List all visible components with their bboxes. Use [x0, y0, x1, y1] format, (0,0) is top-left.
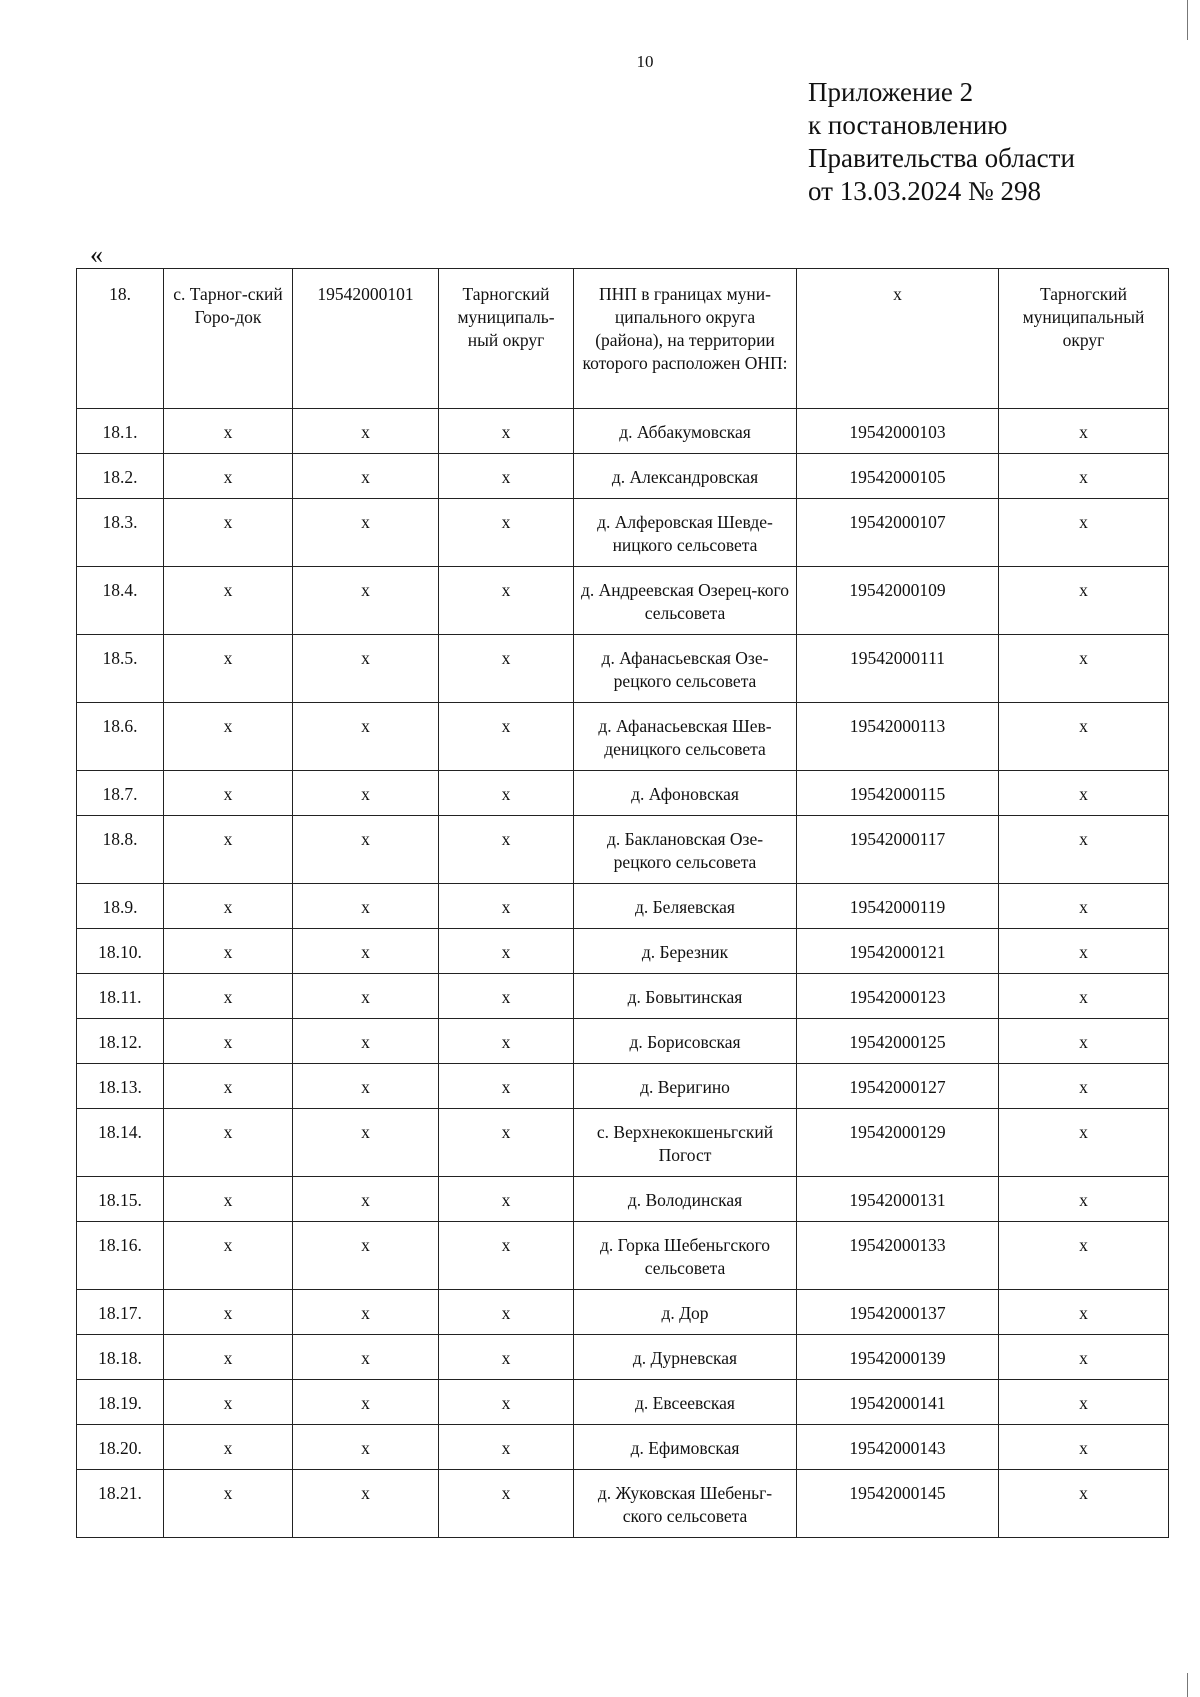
- cell-x: x: [439, 703, 574, 771]
- cell-number: 18.: [77, 269, 164, 409]
- table-row: [77, 1425, 1169, 1470]
- cell-x: x: [164, 1425, 293, 1470]
- cell-x: x: [999, 409, 1169, 454]
- cell-code: 19542000127: [797, 1064, 999, 1109]
- table-row: [77, 1222, 1169, 1290]
- cell-x: x: [164, 454, 293, 499]
- cell-x: x: [999, 1177, 1169, 1222]
- cell-settlement-name: д. Дор: [574, 1290, 797, 1335]
- table-row: [77, 884, 1169, 929]
- cell-x: x: [999, 1290, 1169, 1335]
- cell-settlement-name: д. Александровская: [574, 454, 797, 499]
- cell-settlement-name: д. Аббакумовская: [574, 409, 797, 454]
- cell-number: 18.18.: [77, 1335, 164, 1380]
- cell-x: x: [293, 1109, 439, 1177]
- cell-x: x: [164, 929, 293, 974]
- cell-x: x: [999, 567, 1169, 635]
- cell-number: 18.9.: [77, 884, 164, 929]
- cell-x: x: [439, 635, 574, 703]
- cell-x: x: [999, 1380, 1169, 1425]
- cell-x: x: [293, 567, 439, 635]
- cell-number: 18.16.: [77, 1222, 164, 1290]
- table-row: [77, 635, 1169, 703]
- cell-x: x: [999, 703, 1169, 771]
- cell-x: x: [164, 1177, 293, 1222]
- cell-x: x: [439, 1425, 574, 1470]
- cell-number: 18.5.: [77, 635, 164, 703]
- cell-code: 19542000109: [797, 567, 999, 635]
- cell-x: x: [293, 409, 439, 454]
- table-row: [77, 771, 1169, 816]
- table-row-18: [77, 269, 1169, 409]
- cell-settlement-name: с. Верхнекокшеньгский Погост: [574, 1109, 797, 1177]
- cell-code: 19542000133: [797, 1222, 999, 1290]
- cell-x: x: [439, 1064, 574, 1109]
- cell-x: x: [293, 454, 439, 499]
- cell-settlement: с. Тарног-ский Горо-док: [164, 269, 293, 409]
- cell-number: 18.13.: [77, 1064, 164, 1109]
- cell-code: 19542000131: [797, 1177, 999, 1222]
- cell-x: x: [164, 1290, 293, 1335]
- cell-x: x: [439, 771, 574, 816]
- cell-x: x: [293, 771, 439, 816]
- cell-number: 18.7.: [77, 771, 164, 816]
- cell-settlement-name: д. Афоновская: [574, 771, 797, 816]
- cell-x: x: [293, 1290, 439, 1335]
- cell-x: x: [999, 816, 1169, 884]
- cell-x: x: [999, 1470, 1169, 1538]
- cell-settlement-name: д. Алферовская Шевде-ницкого сельсовета: [574, 499, 797, 567]
- cell-x: x: [999, 771, 1169, 816]
- cell-code: 19542000141: [797, 1380, 999, 1425]
- table-row: [77, 703, 1169, 771]
- cell-code: 19542000143: [797, 1425, 999, 1470]
- table-row: [77, 1335, 1169, 1380]
- table-row: [77, 1109, 1169, 1177]
- table-row: [77, 1019, 1169, 1064]
- cell-settlement-name: д. Володинская: [574, 1177, 797, 1222]
- cell-number: 18.10.: [77, 929, 164, 974]
- cell-code: 19542000119: [797, 884, 999, 929]
- cell-x: x: [293, 1380, 439, 1425]
- appendix-line-3: Правительства области: [808, 143, 1075, 173]
- cell-x: x: [164, 771, 293, 816]
- cell-x: x: [293, 635, 439, 703]
- cell-code: 19542000125: [797, 1019, 999, 1064]
- cell-code: 19542000115: [797, 771, 999, 816]
- table-row: [77, 929, 1169, 974]
- cell-code: 19542000139: [797, 1335, 999, 1380]
- cell-number: 18.2.: [77, 454, 164, 499]
- cell-x: x: [164, 1019, 293, 1064]
- cell-x: x: [164, 703, 293, 771]
- cell-code: 19542000117: [797, 816, 999, 884]
- cell-number: 18.19.: [77, 1380, 164, 1425]
- cell-x: x: [164, 974, 293, 1019]
- cell-code: 19542000101: [293, 269, 439, 409]
- cell-code: 19542000111: [797, 635, 999, 703]
- cell-x: x: [439, 1019, 574, 1064]
- cell-x: x: [439, 816, 574, 884]
- appendix-line-1: Приложение 2: [808, 77, 974, 107]
- cell-settlement-name: д. Веригино: [574, 1064, 797, 1109]
- cell-x: x: [439, 884, 574, 929]
- scan-edge-mark-bottom: [1187, 1673, 1188, 1697]
- cell-settlement-name: д. Дурневская: [574, 1335, 797, 1380]
- cell-number: 18.12.: [77, 1019, 164, 1064]
- cell-number: 18.20.: [77, 1425, 164, 1470]
- cell-x: x: [999, 454, 1169, 499]
- cell-x: x: [164, 884, 293, 929]
- cell-x: x: [293, 884, 439, 929]
- table-row: [77, 1064, 1169, 1109]
- cell-code: 19542000105: [797, 454, 999, 499]
- cell-settlement-name: д. Борисовская: [574, 1019, 797, 1064]
- cell-settlement-name: д. Горка Шебеньгского сельсовета: [574, 1222, 797, 1290]
- cell-x: x: [999, 1064, 1169, 1109]
- cell-x: x: [439, 1290, 574, 1335]
- cell-x: x: [164, 1380, 293, 1425]
- cell-settlement-name: д. Афанасьевская Озе-рецкого сельсовета: [574, 635, 797, 703]
- cell-x: x: [999, 929, 1169, 974]
- cell-x: x: [164, 635, 293, 703]
- cell-x: x: [164, 1470, 293, 1538]
- table-row: [77, 1380, 1169, 1425]
- cell-code: 19542000103: [797, 409, 999, 454]
- cell-x: x: [293, 1425, 439, 1470]
- cell-x: x: [439, 567, 574, 635]
- cell-x: x: [439, 1222, 574, 1290]
- cell-x: x: [797, 269, 999, 409]
- appendix-heading: [808, 76, 1075, 208]
- cell-settlement-name: д. Беляевская: [574, 884, 797, 929]
- cell-code: 19542000107: [797, 499, 999, 567]
- cell-code: 19542000137: [797, 1290, 999, 1335]
- table-row: [77, 1177, 1169, 1222]
- cell-description: ПНП в границах муни-ципального округа (района), на территории которого расположен ОНП:: [574, 269, 797, 409]
- cell-number: 18.4.: [77, 567, 164, 635]
- appendix-line-2: к постановлению: [808, 110, 1008, 140]
- cell-settlement-name: д. Бовытинская: [574, 974, 797, 1019]
- cell-x: x: [293, 1019, 439, 1064]
- table-row: [77, 816, 1169, 884]
- cell-number: 18.8.: [77, 816, 164, 884]
- cell-number: 18.15.: [77, 1177, 164, 1222]
- cell-number: 18.1.: [77, 409, 164, 454]
- cell-x: x: [439, 974, 574, 1019]
- cell-x: x: [293, 703, 439, 771]
- cell-settlement-name: д. Андреевская Озерец-кого сельсовета: [574, 567, 797, 635]
- cell-x: x: [293, 1222, 439, 1290]
- appendix-line-4: от 13.03.2024 № 298: [808, 176, 1041, 206]
- cell-x: x: [439, 1177, 574, 1222]
- table-row: [77, 567, 1169, 635]
- cell-code: 19542000129: [797, 1109, 999, 1177]
- table-row: [77, 499, 1169, 567]
- cell-x: x: [164, 1064, 293, 1109]
- cell-x: x: [999, 635, 1169, 703]
- table-row: [77, 974, 1169, 1019]
- cell-x: x: [164, 1335, 293, 1380]
- cell-x: x: [293, 816, 439, 884]
- table-row: [77, 1470, 1169, 1538]
- cell-x: x: [293, 1335, 439, 1380]
- cell-code: 19542000145: [797, 1470, 999, 1538]
- cell-x: x: [293, 929, 439, 974]
- cell-settlement-name: д. Березник: [574, 929, 797, 974]
- cell-number: 18.17.: [77, 1290, 164, 1335]
- cell-settlement-name: д. Жуковская Шебеньг-ского сельсовета: [574, 1470, 797, 1538]
- cell-code: 19542000113: [797, 703, 999, 771]
- cell-x: x: [999, 1019, 1169, 1064]
- cell-district: Тарногский муниципаль-ный округ: [439, 269, 574, 409]
- cell-settlement-name: д. Афанасьевская Шев-деницкого сельсовета: [574, 703, 797, 771]
- cell-x: x: [164, 567, 293, 635]
- cell-number: 18.11.: [77, 974, 164, 1019]
- cell-number: 18.6.: [77, 703, 164, 771]
- cell-x: x: [999, 884, 1169, 929]
- table-row: [77, 409, 1169, 454]
- cell-x: x: [293, 1064, 439, 1109]
- cell-x: x: [439, 1470, 574, 1538]
- cell-x: x: [164, 499, 293, 567]
- cell-district-full: Тарногский муниципальный округ: [999, 269, 1169, 409]
- cell-x: x: [439, 929, 574, 974]
- scan-edge-mark-top: [1187, 0, 1188, 40]
- cell-number: 18.21.: [77, 1470, 164, 1538]
- cell-x: x: [439, 409, 574, 454]
- cell-code: 19542000123: [797, 974, 999, 1019]
- table-row: [77, 454, 1169, 499]
- cell-x: x: [439, 1380, 574, 1425]
- cell-settlement-name: д. Ефимовская: [574, 1425, 797, 1470]
- cell-x: x: [999, 1335, 1169, 1380]
- cell-x: x: [293, 499, 439, 567]
- cell-x: x: [164, 1222, 293, 1290]
- cell-x: x: [439, 1335, 574, 1380]
- cell-settlement-name: д. Баклановская Озе-рецкого сельсовета: [574, 816, 797, 884]
- cell-x: x: [293, 1177, 439, 1222]
- cell-x: x: [293, 1470, 439, 1538]
- cell-x: x: [999, 499, 1169, 567]
- cell-number: 18.3.: [77, 499, 164, 567]
- table-row: [77, 1290, 1169, 1335]
- cell-x: x: [164, 1109, 293, 1177]
- cell-x: x: [999, 1222, 1169, 1290]
- settlements-table: [76, 268, 1169, 1538]
- page-number: 10: [636, 52, 654, 71]
- cell-number: 18.14.: [77, 1109, 164, 1177]
- cell-x: x: [293, 974, 439, 1019]
- cell-x: x: [164, 409, 293, 454]
- opening-quote-mark: «: [90, 240, 103, 269]
- cell-x: x: [439, 1109, 574, 1177]
- cell-x: x: [999, 974, 1169, 1019]
- cell-x: x: [439, 499, 574, 567]
- cell-x: x: [999, 1425, 1169, 1470]
- cell-x: x: [164, 816, 293, 884]
- cell-x: x: [439, 454, 574, 499]
- cell-code: 19542000121: [797, 929, 999, 974]
- cell-settlement-name: д. Евсеевская: [574, 1380, 797, 1425]
- cell-x: x: [999, 1109, 1169, 1177]
